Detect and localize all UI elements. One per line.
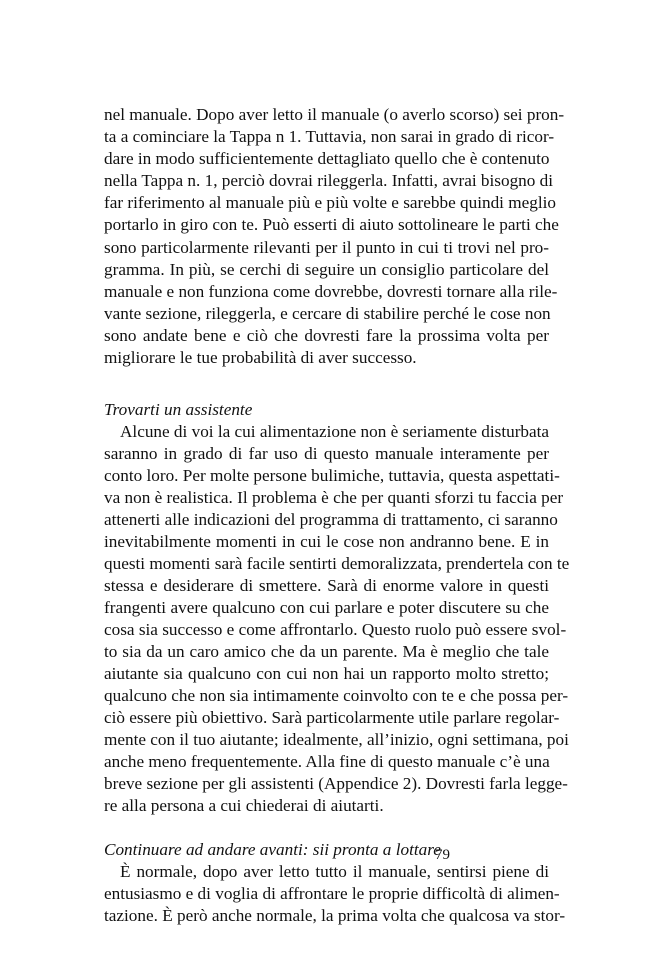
text-line: È normale, dopo aver letto tutto il manuale, sentirsi piene di bbox=[120, 862, 549, 881]
section-heading: Continuare ad andare avanti: sii pronta a lottare bbox=[104, 840, 441, 859]
text-line: nella Tappa n. 1, perciò dovrai rileggerla. Infatti, avrai bisogno di bbox=[104, 171, 554, 190]
page-number: 79 bbox=[435, 847, 450, 863]
text-line: ta a cominciare la Tappa n 1. Tuttavia, non sarai in grado di ricor- bbox=[104, 127, 555, 146]
text-line: portarlo in giro con te. Può esserti di aiuto sottolineare le parti che bbox=[104, 215, 559, 234]
text-line: mente con il tuo aiutante; idealmente, all’inizio, ogni settimana, poi bbox=[104, 730, 569, 749]
text-line: manuale e non funziona come dovrebbe, dovresti tornare alla rile- bbox=[104, 282, 558, 301]
text-line: migliorare le tue probabilità di aver successo. bbox=[104, 348, 417, 367]
text-line: questi momenti sarà facile sentirti demoralizzata, prendertela con te bbox=[104, 554, 570, 573]
text-line: sono andate bene e ciò che dovresti fare la prossima volta per bbox=[104, 326, 549, 345]
text-line: qualcuno che non sia intimamente coinvolto con te e che possa per- bbox=[104, 686, 569, 705]
text-line: sono particolarmente rilevanti per il punto in cui ti trovi nel pro- bbox=[104, 238, 549, 257]
text-line: dare in modo sufficientemente dettagliato quello che è contenuto bbox=[104, 149, 550, 168]
text-line: breve sezione per gli assistenti (Appendice 2). Dovresti farla legge- bbox=[104, 774, 568, 793]
text-line: nel manuale. Dopo aver letto il manuale (o averlo scorso) sei pron- bbox=[104, 105, 565, 124]
text-line: tazione. È però anche normale, la prima volta che qualcosa va stor- bbox=[104, 906, 566, 925]
text-line: vante sezione, rileggerla, e cercare di stabilire perché le cose non bbox=[104, 304, 551, 323]
text-line: stessa e desiderare di smettere. Sarà di enorme valore in questi bbox=[104, 576, 549, 595]
text-line: va non è realistica. Il problema è che per quanti sforzi tu faccia per bbox=[104, 488, 564, 507]
text-line: far riferimento al manuale più e più volte e sarebbe quindi meglio bbox=[104, 193, 556, 212]
text-line: saranno in grado di far uso di questo manuale interamente per bbox=[104, 444, 549, 463]
section-heading: Trovarti un assistente bbox=[104, 400, 253, 419]
text-line: conto loro. Per molte persone bulimiche, tuttavia, questa aspettati- bbox=[104, 466, 560, 485]
text-line: cosa sia successo e come affrontarlo. Questo ruolo può essere svol- bbox=[104, 620, 567, 639]
text-line: to sia da un caro amico che da un parente. Ma è meglio che tale bbox=[104, 642, 549, 661]
text-line: anche meno frequentemente. Alla fine di questo manuale c’è una bbox=[104, 752, 550, 771]
text-line: ciò essere più obiettivo. Sarà particolarmente utile parlare regolar- bbox=[104, 708, 560, 727]
text-line: attenerti alle indicazioni del programma di trattamento, ci saranno bbox=[104, 510, 558, 529]
text-line: aiutante sia qualcuno con cui non hai un rapporto molto stretto; bbox=[104, 664, 549, 683]
text-line: frangenti avere qualcuno con cui parlare e poter discutere su che bbox=[104, 598, 549, 617]
text-line: Alcune di voi la cui alimentazione non è seriamente disturbata bbox=[120, 422, 550, 441]
text-line: gramma. In più, se cerchi di seguire un consiglio particolare del bbox=[104, 260, 549, 279]
text-line: entusiasmo e di voglia di affrontare le proprie difficoltà di alimen- bbox=[104, 884, 560, 903]
book-page bbox=[104, 0, 570, 975]
text-line: re alla persona a cui chiederai di aiutarti. bbox=[104, 796, 384, 815]
text-line: inevitabilmente momenti in cui le cose non andranno bene. E in bbox=[104, 532, 549, 551]
